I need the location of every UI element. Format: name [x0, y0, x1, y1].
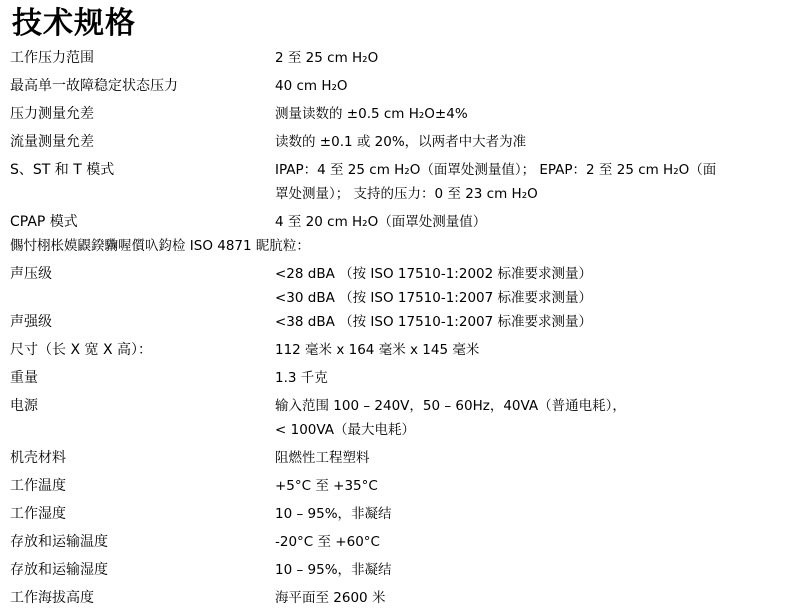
spec-row: [10, 558, 785, 586]
page-title: 技术规格: [12, 6, 136, 41]
spec-row: [10, 586, 785, 610]
spec-row: [10, 474, 785, 502]
spec-label: 存放和运输温度: [10, 534, 108, 550]
spec-value-line: 112 毫米 x 164 毫米 x 145 毫米: [275, 342, 480, 358]
spec-label: 工作压力范围: [10, 50, 94, 66]
spec-row: [10, 310, 785, 338]
spec-label: 声压级: [10, 266, 52, 282]
spec-row: [10, 210, 785, 234]
spec-row: [10, 158, 785, 206]
spec-value-line: 10 – 95%，非凝结: [275, 562, 392, 578]
spec-row: [10, 530, 785, 558]
spec-row: [10, 338, 785, 366]
spec-label: 流量测量允差: [10, 134, 94, 150]
spec-value: [275, 474, 785, 498]
spec-row: [10, 46, 785, 74]
spec-row: [10, 234, 785, 262]
spec-label: S、ST 和 T 模式: [10, 162, 115, 178]
spec-label: 压力测量允差: [10, 106, 94, 122]
spec-row: [10, 366, 785, 394]
spec-label: 工作海拔高度: [10, 590, 94, 606]
spec-label: 声强级: [10, 314, 52, 330]
spec-value-line: 1.3 千克: [275, 370, 328, 386]
spec-value: [275, 502, 785, 526]
spec-value-line: 测量读数的 ±0.5 cm H₂O±4%: [275, 106, 468, 122]
spec-value: [275, 130, 785, 154]
spec-value-line: 40 cm H₂O: [275, 78, 348, 94]
spec-value: [275, 394, 785, 442]
spec-label: 工作温度: [10, 478, 66, 494]
spec-value-line: 海平面至 2600 米: [275, 590, 386, 606]
spec-label: 最高单一故障稳定状态压力: [10, 78, 178, 94]
spec-value-line: < 100VA（最大电耗）: [275, 422, 415, 438]
spec-value: [275, 262, 785, 310]
spec-label: 机壳材料: [10, 450, 66, 466]
spec-value-line: 读数的 ±0.1 或 20%，以两者中大者为准: [275, 134, 527, 150]
spec-value: [275, 210, 785, 234]
spec-value-line: 2 至 25 cm H₂O: [275, 50, 379, 66]
spec-value: [275, 74, 785, 98]
spec-value: [275, 310, 785, 334]
spec-value-line: <30 dBA （按 ISO 17510-1:2007 标准要求测量）: [275, 290, 592, 306]
spec-row: [10, 262, 785, 310]
spec-row: [10, 502, 785, 530]
spec-label: 工作湿度: [10, 506, 66, 522]
spec-value: [275, 366, 785, 390]
spec-value-line: 4 至 20 cm H₂O（面罩处测量值）: [275, 214, 487, 230]
spec-row: [10, 74, 785, 102]
spec-value-line: -20°C 至 +60°C: [275, 534, 380, 550]
spec-table: [10, 46, 785, 610]
spec-value-line: +5°C 至 +35°C: [275, 478, 378, 494]
spec-value-line: 罩处测量）； 支持的压力：0 至 23 cm H₂O: [275, 186, 538, 202]
spec-value: [275, 558, 785, 582]
spec-value: [275, 102, 785, 126]
spec-value: [275, 530, 785, 554]
spec-label: 尺寸（长 X 宽 X 高）：: [10, 342, 152, 358]
spec-value-line: <38 dBA （按 ISO 17510-1:2007 标准要求测量）: [275, 314, 592, 330]
spec-row: [10, 446, 785, 474]
spec-value: [275, 338, 785, 362]
spec-value-line: IPAP：4 至 25 cm H₂O（面罩处测量值）； EPAP：2 至 25 cm H₂O（面: [275, 162, 717, 178]
spec-value-line: <28 dBA （按 ISO 17510-1:2002 标准要求测量）: [275, 266, 592, 282]
spec-label: 重量: [10, 370, 38, 386]
spec-label: CPAP 模式: [10, 214, 78, 230]
spec-row: [10, 394, 785, 442]
spec-value-line: 输入范围 100 – 240V，50 – 60Hz，40VA（普通电耗），: [275, 398, 626, 414]
spec-row: [10, 130, 785, 158]
spec-value-line: 10 – 95%，非凝结: [275, 506, 392, 522]
spec-row: [10, 102, 785, 130]
spec-value: [275, 46, 785, 70]
spec-section-note: 儩忖栩枨嫫鼳鍨驧喔儨叺鈞检 ISO 4871 眤肮粒：: [10, 238, 310, 254]
spec-label: 存放和运输湿度: [10, 562, 108, 578]
spec-value: [275, 586, 785, 610]
spec-label: 电源: [10, 398, 38, 414]
spec-value: [275, 446, 785, 470]
spec-value: [275, 158, 785, 206]
spec-value-line: 阻燃性工程塑料: [275, 450, 370, 466]
